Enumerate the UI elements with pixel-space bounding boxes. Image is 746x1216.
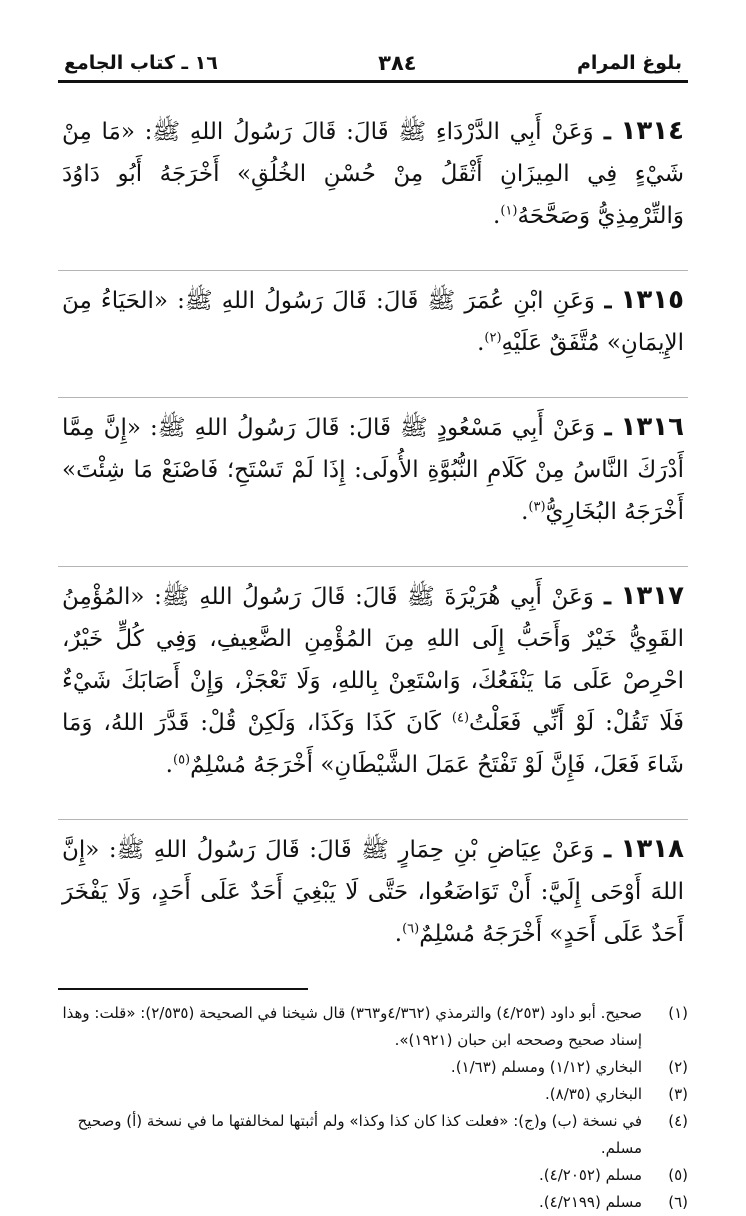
footnote xyxy=(58,1081,688,1108)
footnote xyxy=(58,1054,688,1081)
footnote-text: البخاري (٨/٣٥). xyxy=(545,1085,642,1103)
footnote xyxy=(58,1108,688,1162)
footnote xyxy=(58,1162,688,1189)
hadith-text: وَعَنْ عِيَاضِ بْنِ حِمَارٍ ﷺ قَالَ: قَالَ رَسُولُ اللهِ ﷺ: «إِنَّ اللهَ أَوْحَى إِلَيَّ: أَنْ تَوَاضَعُوا، حَتَّى لَا يَبْغِيَ أَحَدٌ عَلَى أَحَدٍ، وَلَا يَفْخَرَ أَحَدٌ عَلَى أَحَدٍ» أَخْرَجَهُ مُسْلِمٌ xyxy=(62,837,684,947)
hadith-text-continued: كَانَ كَذَا وَكَذَا، وَلَكِنْ قُلْ: قَدَّرَ اللهُ، وَمَا شَاءَ فَعَلَ، فَإِنَّ لَوْ تَفْتَحُ عَمَلَ الشَّيْطَانِ» أَخْرَجَهُ مُسْلِمٌ xyxy=(62,710,684,778)
hadith-number: ١٣١٤ xyxy=(620,116,685,146)
hadith-text: وَعَنْ أَبِي هُرَيْرَةَ ﷺ قَالَ: قَالَ رَسُولُ اللهِ ﷺ: «المُؤْمِنُ القَوِيُّ خَيْرٌ وَأَحَبُّ إِلَى اللهِ مِنَ المُؤْمِنِ الضَّعِيفِ، وَفِي كُلٍّ خَيْرٌ، احْرِصْ عَلَى مَا يَنْفَعُكَ، وَاسْتَعِنْ بِاللهِ، وَلَا تَعْجَزْ، وَإِنْ أَصَابَكَ شَيْءٌ فَلَا تَقُلْ: لَوْ أَنِّي فَعَلْتُ xyxy=(62,584,684,736)
footnotes xyxy=(58,1000,688,1216)
footnote-number: (١) xyxy=(668,1004,688,1022)
hadith-number: ١٣١٨ xyxy=(620,834,684,864)
footnote-number: (٣) xyxy=(668,1085,688,1103)
footnote-number: (٥) xyxy=(668,1166,688,1184)
hadith-text: وَعَنْ أَبِي الدَّرْدَاءِ ﷺ قَالَ: قَالَ رَسُولُ اللهِ ﷺ: «مَا مِنْ شَيْءٍ فِي المِيزَانِ أَثْقَلُ مِنْ حُسْنِ الخُلُقِ» أَخْرَجَهُ أَبُو دَاوُدَ وَالتِّرْمِذِيُّ وَصَحَّحَهُ xyxy=(62,119,684,229)
hadith-1316: ١٣١٦ ـ وَعَنْ أَبِي مَسْعُودٍ ﷺ قَالَ: قَالَ رَسُولُ اللهِ ﷺ: «إِنَّ مِمَّا أَدْرَكَ النَّاسُ مِنْ كَلَامِ النُّبُوَّةِ الأُولَى: إِذَا لَمْ تَسْتَحِ؛ فَاصْنَعْ مَا شِئْتَ» أَخْرَجَهُ البُخَارِيُّ$^{(٣)}$. xyxy=(58,397,688,543)
hadith-list xyxy=(58,106,688,965)
footnote-text: صحيح. أبو داود (٤/٢٥٣) والترمذي (٤/٣٦٢و٣٦٣) قال شيخنا في الصحيحة (٢/٥٣٥): «قلت: وهذا إسناد صحيح وصححه ابن حبان (١٩٢١)». xyxy=(62,1004,642,1049)
book-title: بلوغ المرام xyxy=(576,52,682,74)
footnote-ref: (٤) xyxy=(451,710,470,726)
book-page xyxy=(58,46,688,1211)
footnote-divider xyxy=(58,988,308,990)
hadith-number: ١٣١٥ xyxy=(620,285,685,315)
footnote-number: (٤) xyxy=(668,1112,688,1130)
footnote-number: (٢) xyxy=(668,1058,688,1076)
footnote-text: مسلم (٤/٢١٩٩). xyxy=(539,1193,642,1211)
hadith-1315: ١٣١٥ ـ وَعَنِ ابْنِ عُمَرَ ﷺ قَالَ: قَالَ رَسُولُ اللهِ ﷺ: «الحَيَاءُ مِنَ الإِيمَانِ» مُتَّفَقٌ عَلَيْهِ$^{(٢)}$. xyxy=(58,270,688,374)
footnote-text: مسلم (٤/٢٠٥٢). xyxy=(539,1166,642,1184)
footnote-ref: (٢) xyxy=(484,330,502,346)
footnote-text: البخاري (١/١٢) ومسلم (١/٦٣). xyxy=(450,1058,642,1076)
footnote-ref: (٣) xyxy=(528,499,546,515)
footnote-text: في نسخة (ب) و(ج): «فعلت كذا كان كذا وكذا» ولم أثبتها لمخالفتها ما في نسخة (أ) وصحيح مسلم. xyxy=(77,1112,642,1157)
footnote-ref: (١) xyxy=(500,203,518,219)
running-header xyxy=(58,46,688,83)
hadith-1314: ١٣١٤ ـ وَعَنْ أَبِي الدَّرْدَاءِ ﷺ قَالَ: قَالَ رَسُولُ اللهِ ﷺ: «مَا مِنْ شَيْءٍ فِي المِيزَانِ أَثْقَلُ مِنْ حُسْنِ الخُلُقِ» أَخْرَجَهُ أَبُو دَاوُدَ وَالتِّرْمِذِيُّ وَصَحَّحَهُ$^{(١)}$. xyxy=(62,116,685,229)
hadith-text: وَعَنِ ابْنِ عُمَرَ ﷺ قَالَ: قَالَ رَسُولُ اللهِ ﷺ: «الحَيَاءُ مِنَ الإِيمَانِ» مُتَّفَقٌ عَلَيْهِ xyxy=(62,288,684,356)
footnote-number: (٦) xyxy=(668,1193,688,1211)
footnote-ref: (٦) xyxy=(402,921,420,937)
hadith-1318: ١٣١٨ ـ وَعَنْ عِيَاضِ بْنِ حِمَارٍ ﷺ قَالَ: قَالَ رَسُولُ اللهِ ﷺ: «إِنَّ اللهَ أَوْحَى إِلَيَّ: أَنْ تَوَاضَعُوا، حَتَّى لَا يَبْغِيَ أَحَدٌ عَلَى أَحَدٍ، وَلَا يَفْخَرَ أَحَدٌ عَلَى أَحَدٍ» أَخْرَجَهُ مُسْلِمٌ$^{(٦)}$. xyxy=(58,819,688,965)
hadith-number: ١٣١٦ xyxy=(620,412,684,442)
hadith-text: وَعَنْ أَبِي مَسْعُودٍ ﷺ قَالَ: قَالَ رَسُولُ اللهِ ﷺ: «إِنَّ مِمَّا أَدْرَكَ النَّاسُ مِنْ كَلَامِ النُّبُوَّةِ الأُولَى: إِذَا لَمْ تَسْتَحِ؛ فَاصْنَعْ مَا شِئْتَ» أَخْرَجَهُ البُخَارِيُّ xyxy=(62,415,684,525)
footnote-ref: (٥) xyxy=(172,752,191,768)
footnote xyxy=(58,1000,688,1054)
page-number: ٣٨٤ xyxy=(378,51,417,75)
footnote xyxy=(58,1189,688,1216)
chapter-title: ١٦ ـ كتاب الجامع xyxy=(64,52,218,74)
hadith-number: ١٣١٧ xyxy=(620,581,684,611)
hadith-1317: ١٣١٧ ـ وَعَنْ أَبِي هُرَيْرَةَ ﷺ قَالَ: قَالَ رَسُولُ اللهِ ﷺ: «المُؤْمِنُ القَوِيُّ خَيْرٌ وَأَحَبُّ إِلَى اللهِ مِنَ المُؤْمِنِ الضَّعِيفِ، وَفِي كُلٍّ خَيْرٌ، احْرِصْ عَلَى مَا يَنْفَعُكَ، وَاسْتَعِنْ بِاللهِ، وَلَا تَعْجَزْ، وَإِنْ أَصَابَكَ شَيْءٌ فَلَا تَقُلْ: لَوْ أَنِّي فَعَلْتُ$^{(٤)}$ كَانَ كَذَا وَكَذَا، وَلَكِنْ قُلْ: قَدَّرَ اللهُ، وَمَا شَاءَ فَعَلَ، فَإِنَّ لَوْ تَفْتَحُ عَمَلَ الشَّيْطَانِ» أَخْرَجَهُ مُسْلِمٌ$^{(٥)}$. xyxy=(58,566,688,796)
